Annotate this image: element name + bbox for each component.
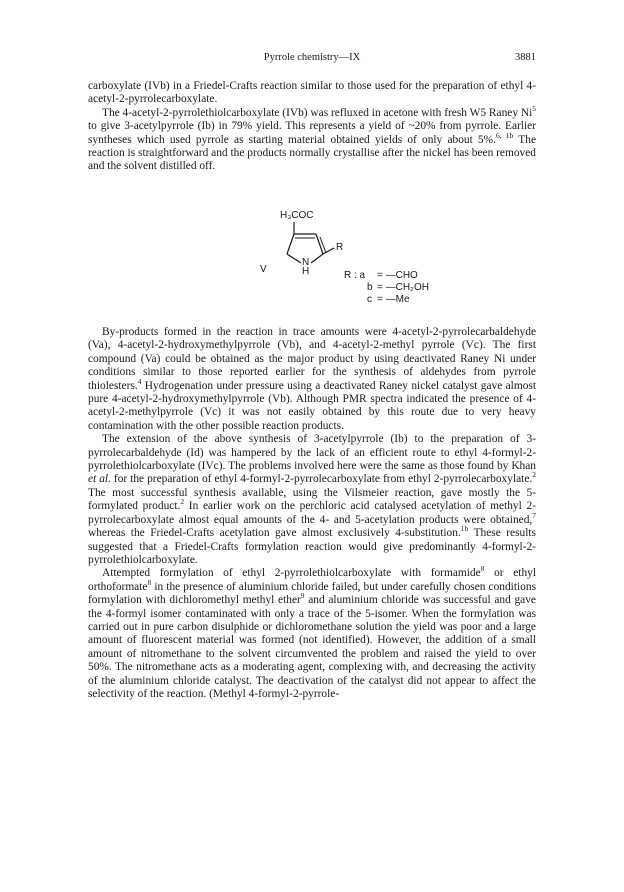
para2-text-c: The reaction is straightforward and the products normally crystallise after the nickel has been removed and the solvent distilled off. (88, 133, 537, 173)
acetyl-substituent-label: H₃COC (280, 210, 314, 221)
para5-text-c: in the presence of aluminium chloride failed, but under carefully chosen conditions formylation with dichloromethyl methyl ether (88, 580, 536, 607)
para4-text-e: whereas the Friedel-Crafts acetylation gave almost exclusively 4-substitution. (88, 527, 461, 540)
r-definition-b-prefix: b (367, 282, 373, 293)
chemical-structure-figure (260, 208, 460, 308)
para5-text-b: or ethyl orthoformate (88, 567, 536, 593)
paragraph-1: carboxylate (IVb) in a Friedel-Crafts reaction similar to those used for the preparation of ethyl 4-acetyl-2-pyrrolecarboxylate. (88, 80, 536, 106)
compound-number-label: V (260, 264, 267, 275)
r-definition-prefix: R : a (344, 270, 366, 281)
para3-text-b: Hydrogenation under pressure using a deactivated Raney nickel catalyst gave almost pure 4-acetyl-2-hydroxymethylpyrrole (Vb). Although PMR spectra indicated the presence of 4-acetyl-2-methylpyrrole (Vc) it was not easily obtained by this route due to very heavy contamination with the other possible reaction products. (88, 379, 536, 432)
pyrrole-ring-diagram (260, 208, 460, 308)
r-definition-c-prefix: c (367, 294, 372, 305)
paragraph-4 (88, 433, 536, 567)
et-al-italic: et al. (88, 473, 111, 486)
lower-text-block (88, 326, 536, 701)
para5-text-d: and aluminium chloride was successful and gave the 4-formyl isomer contaminated with only a trace of the 5-isomer. When the formylation was carried out in pure carbon disulphide or dichloromethane solution the yield was poor and a large amount of fluorescent material was formed (not identified). However, the addition of a small amount of nitromethane to the solvent circumvented the problem and raised the yield to over 50%. The nitromethane acts as a moderating agent, complexing with, and decreasing the activity of the aluminium chloride catalyst. The deactivation of the catalyst did not appear to affect the selectivity of the reaction. (Methyl 4-formyl-2-pyrrole- (88, 594, 536, 700)
hydrogen-label: H (302, 266, 310, 277)
paragraph-5 (88, 564, 536, 701)
citation-superscript: 1b (460, 524, 469, 534)
r-definition-a: = —CHO (377, 270, 418, 281)
para3-text-a: By-products formed in the reaction in trace amounts were 4-acetyl-2-pyrrolecarbaldehyde (Va), 4-acetyl-2-hydroxymethylpyrrole (Vb), and 4-acetyl-2-methyl pyrrole (Vc). The first compound (Va) could be obtained as the major product by using deactivated Raney Ni under conditions similar to those reported earlier for the synthesis of aldehydes from pyrrole thiolesters. (88, 326, 536, 392)
running-header (88, 52, 536, 68)
running-title: Pyrrole chemistry—IX (263, 52, 361, 63)
para2-text-b: to give 3-acetylpyrrole (Ib) in 79% yield. This represents a yield of ~20% from pyrrole. Earlier syntheses which used pyrrole as starting material obtained yields of only about 5%. (88, 120, 536, 146)
citation-superscript: 2 (180, 497, 185, 507)
r-definition-c: = —Me (377, 294, 410, 305)
citation-superscript: 7 (532, 510, 536, 520)
citation-superscript: 5 (532, 104, 537, 114)
nitrogen-label: N (302, 257, 310, 268)
upper-text-block (88, 80, 536, 174)
paragraph-2 (88, 104, 537, 174)
para2-text-a: The 4-acetyl-2-pyrrolethiolcarboxylate (IVb) was refluxed in acetone with fresh W5 Raney Ni (102, 106, 533, 119)
citation-superscript: 9 (300, 591, 305, 601)
r-group-label: R (336, 242, 344, 253)
citation-superscript: 6, 1b (495, 130, 514, 140)
page-number: 3881 (515, 52, 536, 63)
citation-superscript: 4 (137, 376, 142, 386)
para4-text-c: The most successful synthesis available, using the Vilsmeier reaction, gave mostly the 5-formylated product. (88, 486, 536, 513)
para4-text-a: The extension of the above synthesis of 3-acetylpyrrole (Ib) to the preparation of 3-pyrrolecarbaldehyde (Id) was hampered by the lack of an efficient route to ethyl 4-formyl-2-pyrrolethiolcarboxylate (IVc). The problems involved here were the same as those found by Khan (88, 433, 536, 473)
citation-superscript: 8 (480, 564, 485, 574)
para4-text-f: These results suggested that a Friedel-Crafts formylation reaction would give predominantly 4-formyl-2-pyrrolethiolcarboxylate. (88, 527, 536, 566)
citation-superscript: 2 (532, 470, 536, 480)
para5-text-a: Attempted formylation of ethyl 2-pyrrolethiolcarboxylate with formamide (102, 567, 481, 580)
citation-superscript: 8 (147, 577, 152, 587)
r-definition-b: = —CH₂OH (377, 282, 429, 293)
paragraph-3 (88, 326, 536, 433)
para4-text-d: In earlier work on the perchloric acid catalysed acetylation of methyl 2-pyrrolecarboxylate almost equal amounts of the 4- and 5-acetylation products were obtained, (88, 500, 536, 526)
para4-text-b: for the preparation of ethyl 4-formyl-2-pyrrolecarboxylate from ethyl 2-pyrrolecarboxylate. (110, 473, 533, 486)
